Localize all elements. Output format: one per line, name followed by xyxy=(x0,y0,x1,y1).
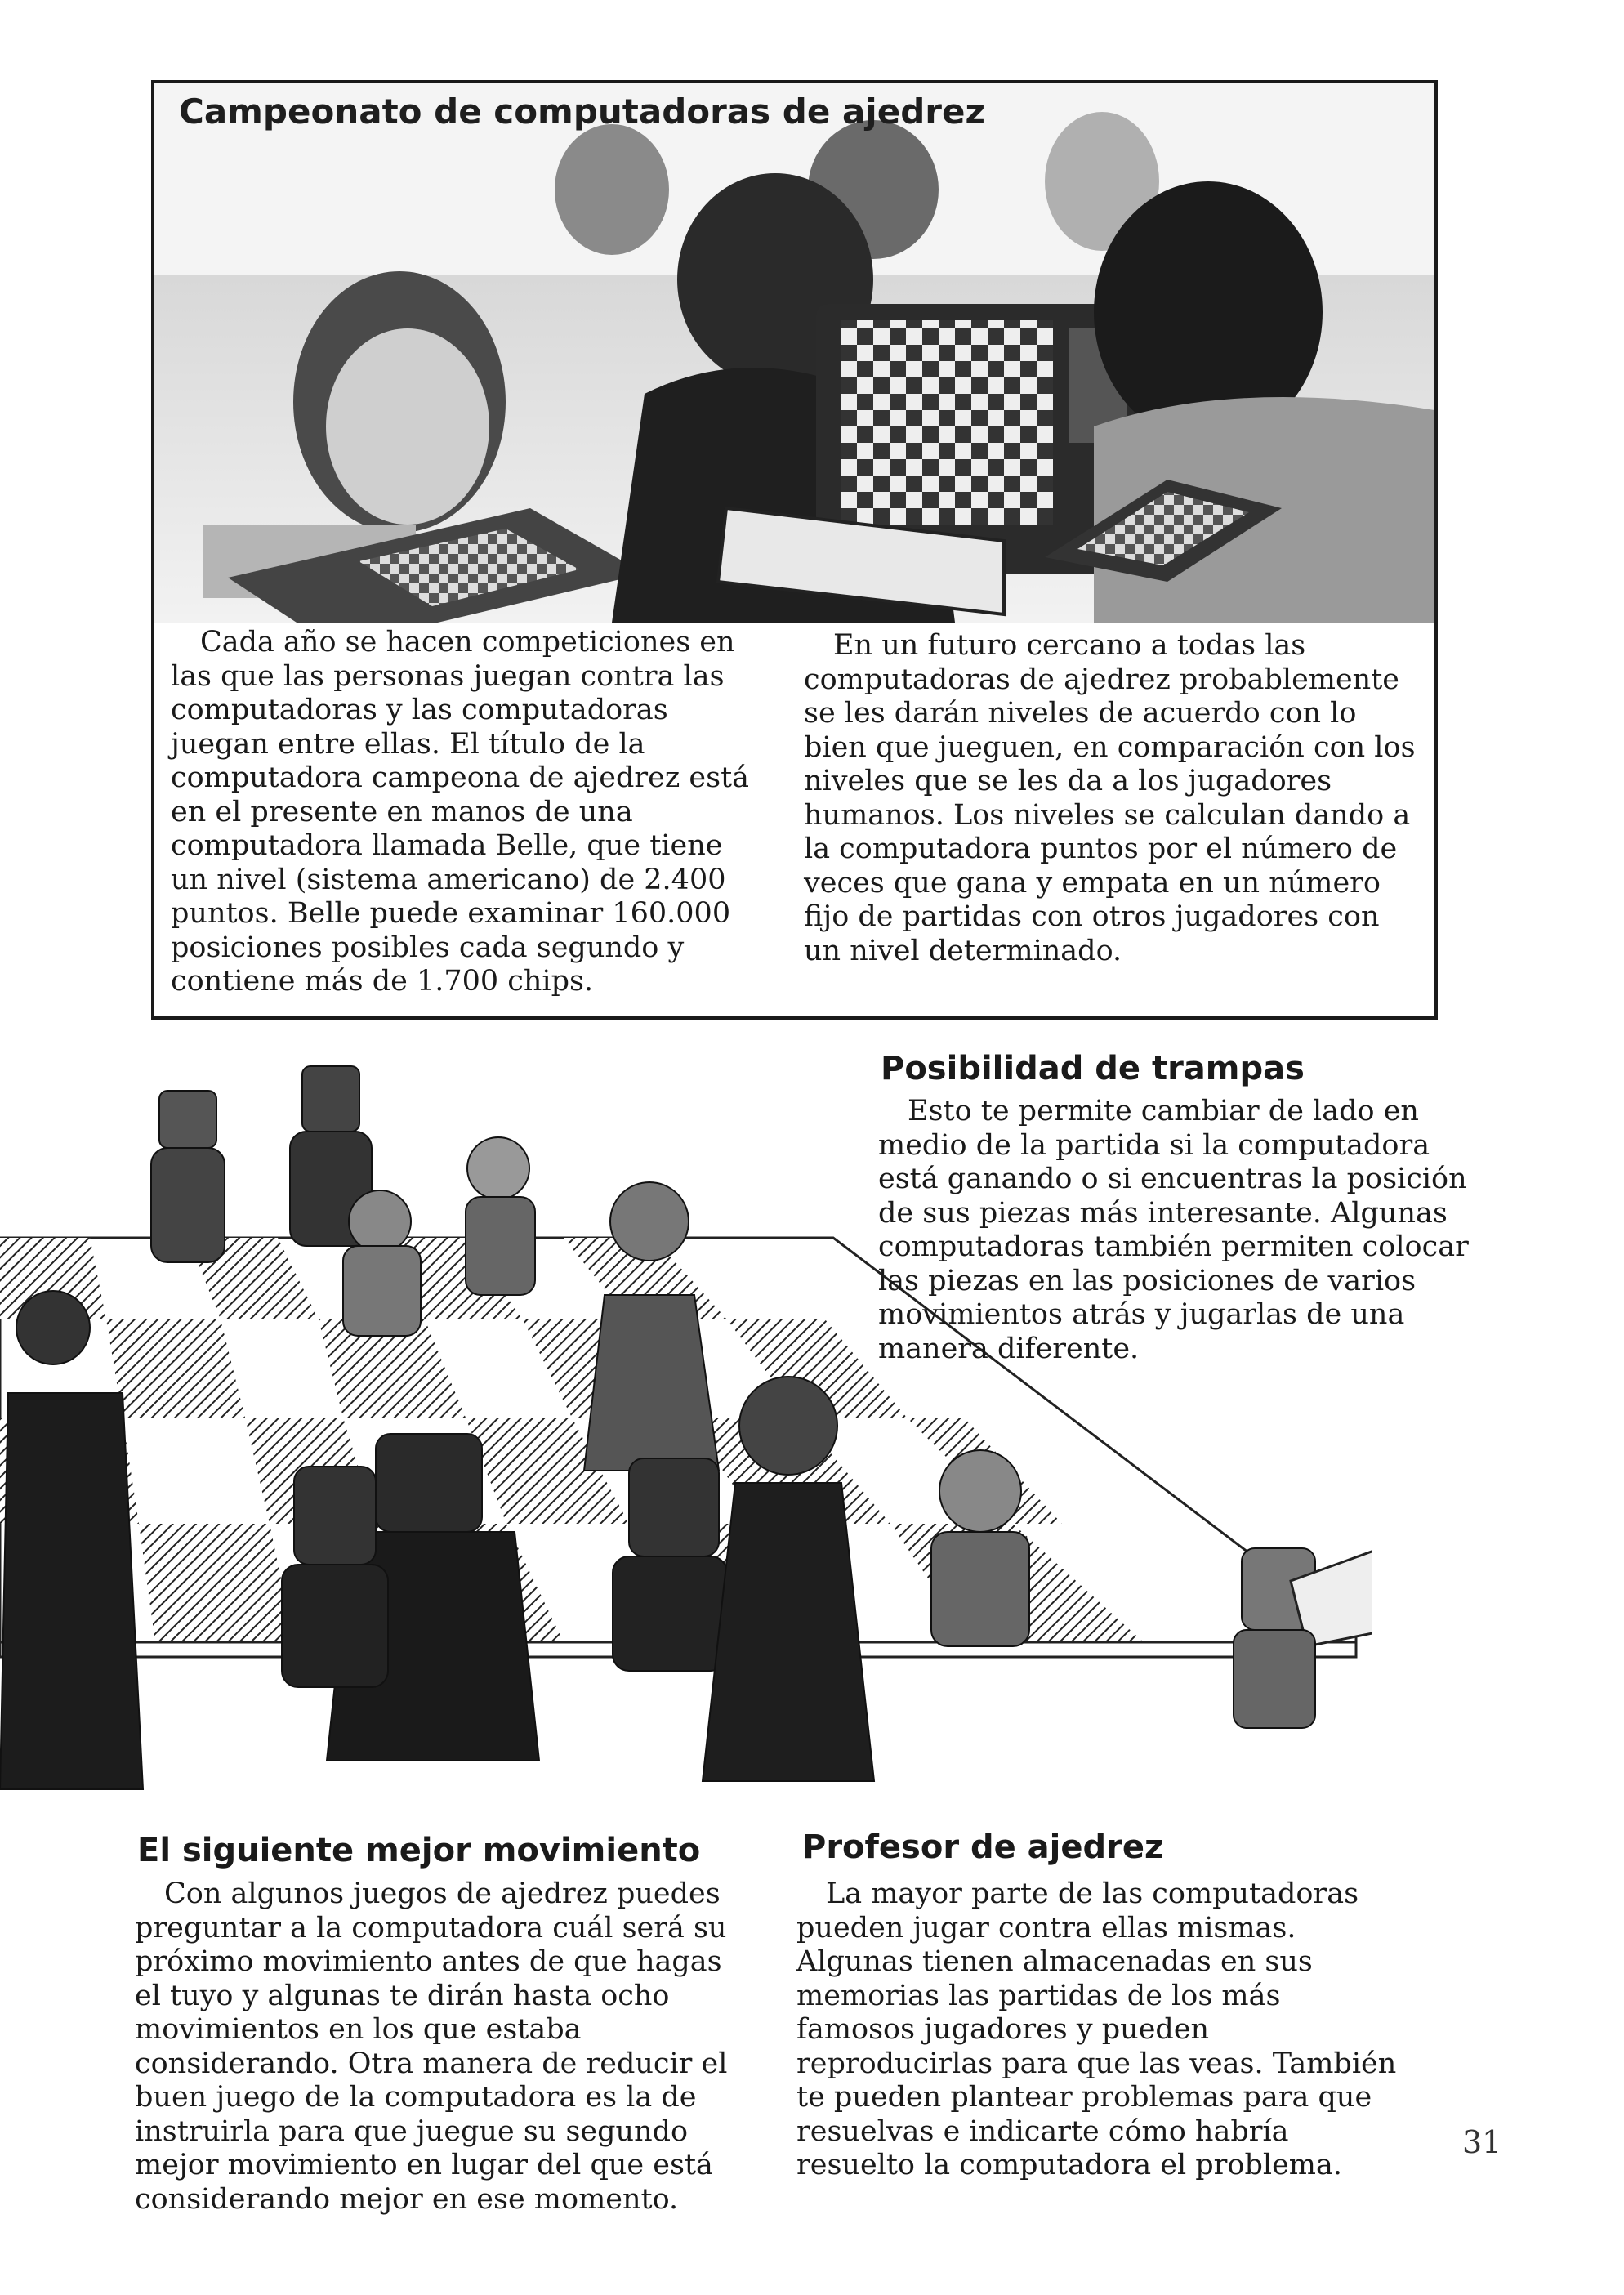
robot-knight-left xyxy=(282,1467,388,1687)
robot-bishop-mid xyxy=(613,1458,727,1671)
championship-box xyxy=(151,80,1438,1020)
trampas-heading: Posibilidad de trampas xyxy=(881,1050,1305,1087)
robot-pawn-back xyxy=(343,1190,421,1336)
siguiente-paragraph: Con algunos juegos de ajedrez puedes preguntar a la computadora cuál será su próximo movimiento antes de que hagas el tuyo y algunas te dirán hasta ocho movimientos en los que estaba considerando. Otra manera de reducir el buen juego de la computadora es la de instruirla para que juegue su segundo mejor movimiento en lugar del que está considerando mejor en ese momento. xyxy=(135,1878,728,2216)
box-left-paragraph: Cada año se hacen competiciones en las que las personas juegan contra las computadoras y las computadoras juegan entre ellas. El título de la computadora campeona de ajedrez está en el presente en manos de una computadora llamada Belle, que tiene un nivel (sistema americano) de 2.400 puntos. Belle puede examinar 160.000 posiciones posibles cada segundo y contiene más de 1.700 chips. xyxy=(171,626,750,998)
box-right-paragraph-block xyxy=(804,629,1421,968)
box-title: Campeonato de computadoras de ajedrez xyxy=(179,92,985,132)
box-left-paragraph-block xyxy=(171,626,763,999)
siguiente-heading: El siguiente mejor movimiento xyxy=(137,1832,701,1869)
siguiente-paragraph-block xyxy=(135,1878,756,2217)
profesor-paragraph-block xyxy=(796,1878,1405,2183)
trampas-paragraph-block xyxy=(878,1095,1483,1366)
box-right-paragraph: En un futuro cercano a todas las computadoras de ajedrez probablemente se les darán niveles de acuerdo con lo bien que jueguen, en comparación con los niveles que se les da a los jugadores humanos. Los niveles se calculan dando a la computadora puntos por el número de veces que gana y empata en un número fijo de partidas con otros jugadores con un nivel determinado. xyxy=(804,629,1416,967)
robot-queen xyxy=(584,1182,719,1471)
trampas-paragraph: Esto te permite cambiar de lado en medio de la partida si la computadora está ganando o si encuentras la posición de sus piezas más interesante. Algunas computadoras también permiten colocar las piezas en las posiciones de varios movimientos atrás y jugarlas de una manera diferente. xyxy=(878,1095,1469,1365)
profesor-heading: Profesor de ajedrez xyxy=(802,1828,1164,1866)
players-illustration xyxy=(154,83,1434,623)
robot-pawn-front xyxy=(931,1450,1029,1646)
page-number: 31 xyxy=(1462,2124,1502,2160)
profesor-paragraph: La mayor parte de las computadoras pueden jugar contra ellas mismas. Algunas tienen almacenadas en sus memorias las partidas de los más famosos jugadores y pueden reproducirlas para que las veas. También te pueden plantear problemas para que resuelvas e indicarte cómo habría resuelto la computadora el problema. xyxy=(796,1878,1397,2181)
robot-rook-back xyxy=(151,1091,225,1262)
robot-reader xyxy=(1234,1548,1372,1728)
robot-pointer xyxy=(466,1137,535,1295)
